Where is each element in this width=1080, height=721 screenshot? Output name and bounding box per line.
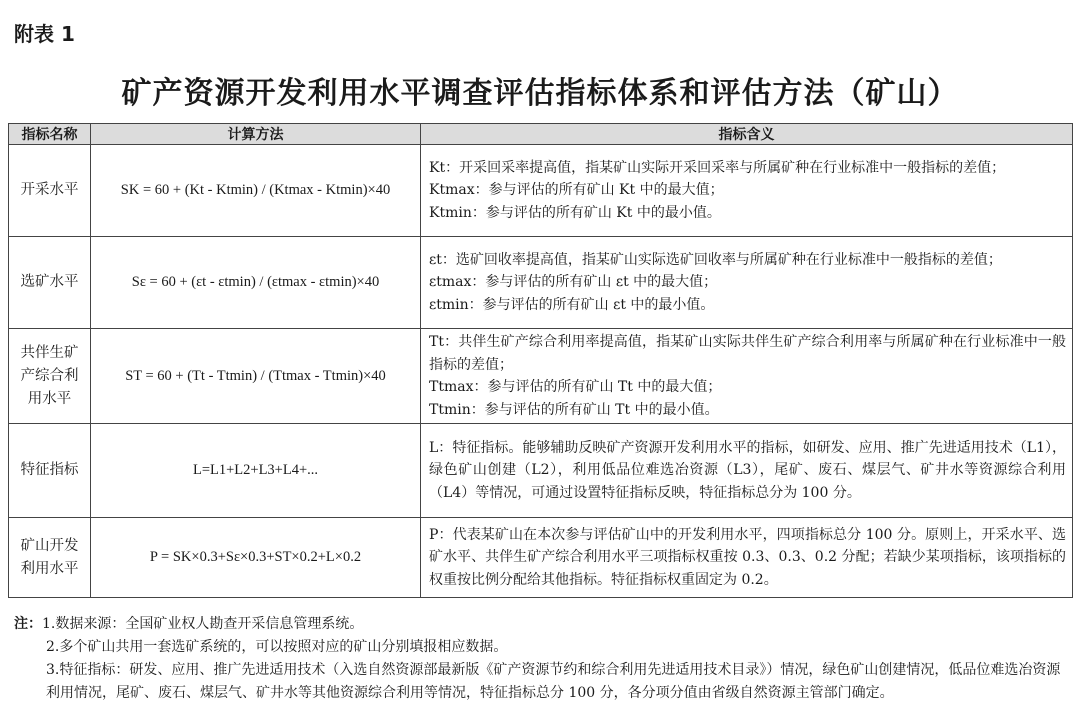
meaning-line: Tt：共伴生矿产综合利用率提高值，指某矿山实际共伴生矿产综合利用率与所属矿种在行业标准中一般指标的差值；	[429, 334, 1066, 373]
header-indicator-name: 指标名称	[9, 124, 91, 145]
meaning-line: Ttmax：参与评估的所有矿山 Tt 中的最大值；	[429, 379, 722, 395]
meaning-line: P：代表某矿山在本次参与评估矿山中的开发利用水平，四项指标总分 100 分。原则上，开采水平、选矿水平、共伴生矿产综合利用水平三项指标权重按 0.3、0.3、0.2 分配；若缺少某项指标，该项指标的权重按比例分配给其他指标。特征指标权重固定为 0.2。	[429, 526, 1066, 588]
notes-head: 注：	[14, 616, 42, 632]
table-row	[9, 329, 1073, 424]
calculation-formula: L=L1+L2+L3+L4+...	[91, 424, 421, 518]
note-item: 1.数据来源：全国矿业权人勘查开采信息管理系统。	[42, 616, 364, 632]
header-indicator-meaning: 指标含义	[421, 124, 1073, 145]
table-row	[9, 145, 1073, 237]
meaning-line: Ttmin：参与评估的所有矿山 Tt 中的最小值。	[429, 401, 719, 418]
notes-section	[14, 613, 1064, 705]
calculation-formula: Sε = 60 + (εt - εtmin) / (εtmax - εtmin)×40	[91, 237, 421, 329]
indicator-meaning	[421, 145, 1073, 237]
indicator-meaning	[421, 237, 1073, 329]
calculation-formula: ST = 60 + (Tt - Ttmin) / (Ttmax - Ttmin)×40	[91, 329, 421, 424]
indicator-name: 共伴生矿产综合利用水平	[9, 329, 91, 424]
calculation-formula: P = SK×0.3+Sε×0.3+ST×0.2+L×0.2	[91, 518, 421, 598]
table-header-row	[9, 124, 1073, 145]
meaning-line: Ktmax：参与评估的所有矿山 Kt 中的最大值；	[429, 182, 724, 199]
appendix-label: 附表 1	[14, 22, 75, 46]
meaning-line: Kt：开采回采率提高值，指某矿山实际开采回采率与所属矿种在行业标准中一般指标的差值；	[429, 159, 1006, 176]
meaning-line: εtmin：参与评估的所有矿山 εt 中的最小值。	[429, 296, 715, 313]
note-item: 3.特征指标：研发、应用、推广先进适用技术（入选自然资源部最新版《矿产资源节约和综合利用先进适用技术目录》）情况，绿色矿山创建情况，低品位难选冶资源利用情况，尾矿、废石、煤层气、矿井水等其他资源综合利用等情况，特征指标总分 100 分，各分项分值由省级自然资源主管部门确定。	[46, 662, 1061, 701]
indicator-meaning	[421, 424, 1073, 518]
calculation-formula: SK = 60 + (Kt - Ktmin) / (Ktmax - Ktmin)×40	[91, 145, 421, 237]
indicator-name: 特征指标	[9, 424, 91, 518]
indicator-meaning	[421, 518, 1073, 598]
indicator-name: 选矿水平	[9, 237, 91, 329]
note-line	[14, 613, 1064, 636]
meaning-line: εtmax：参与评估的所有矿山 εt 中的最大值；	[429, 274, 718, 291]
page-title: 矿产资源开发利用水平调查评估指标体系和评估方法（矿山）	[121, 76, 959, 111]
meaning-line: Ktmin：参与评估的所有矿山 Kt 中的最小值。	[429, 204, 721, 221]
indicator-name: 矿山开发利用水平	[9, 518, 91, 598]
note-item: 2.多个矿山共用一套选矿系统的，可以按照对应的矿山分别填报相应数据。	[46, 639, 508, 655]
indicator-table	[8, 123, 1073, 598]
meaning-line: L：特征指标。能够辅助反映矿产资源开发利用水平的指标，如研发、应用、推广先进适用技术（L1），绿色矿山创建（L2），利用低品位难选冶资源（L3），尾矿、废石、煤层气、矿井水等资源综合利用（L4）等情况，可通过设置特征指标反映，特征指标总分为 100 分。	[429, 439, 1066, 501]
meaning-line: εt：选矿回收率提高值，指某矿山实际选矿回收率与所属矿种在行业标准中一般指标的差值；	[429, 251, 1002, 268]
indicator-meaning	[421, 329, 1073, 424]
header-calculation-method: 计算方法	[91, 124, 421, 145]
table-row	[9, 424, 1073, 518]
table-row	[9, 237, 1073, 329]
table-row	[9, 518, 1073, 598]
indicator-name: 开采水平	[9, 145, 91, 237]
